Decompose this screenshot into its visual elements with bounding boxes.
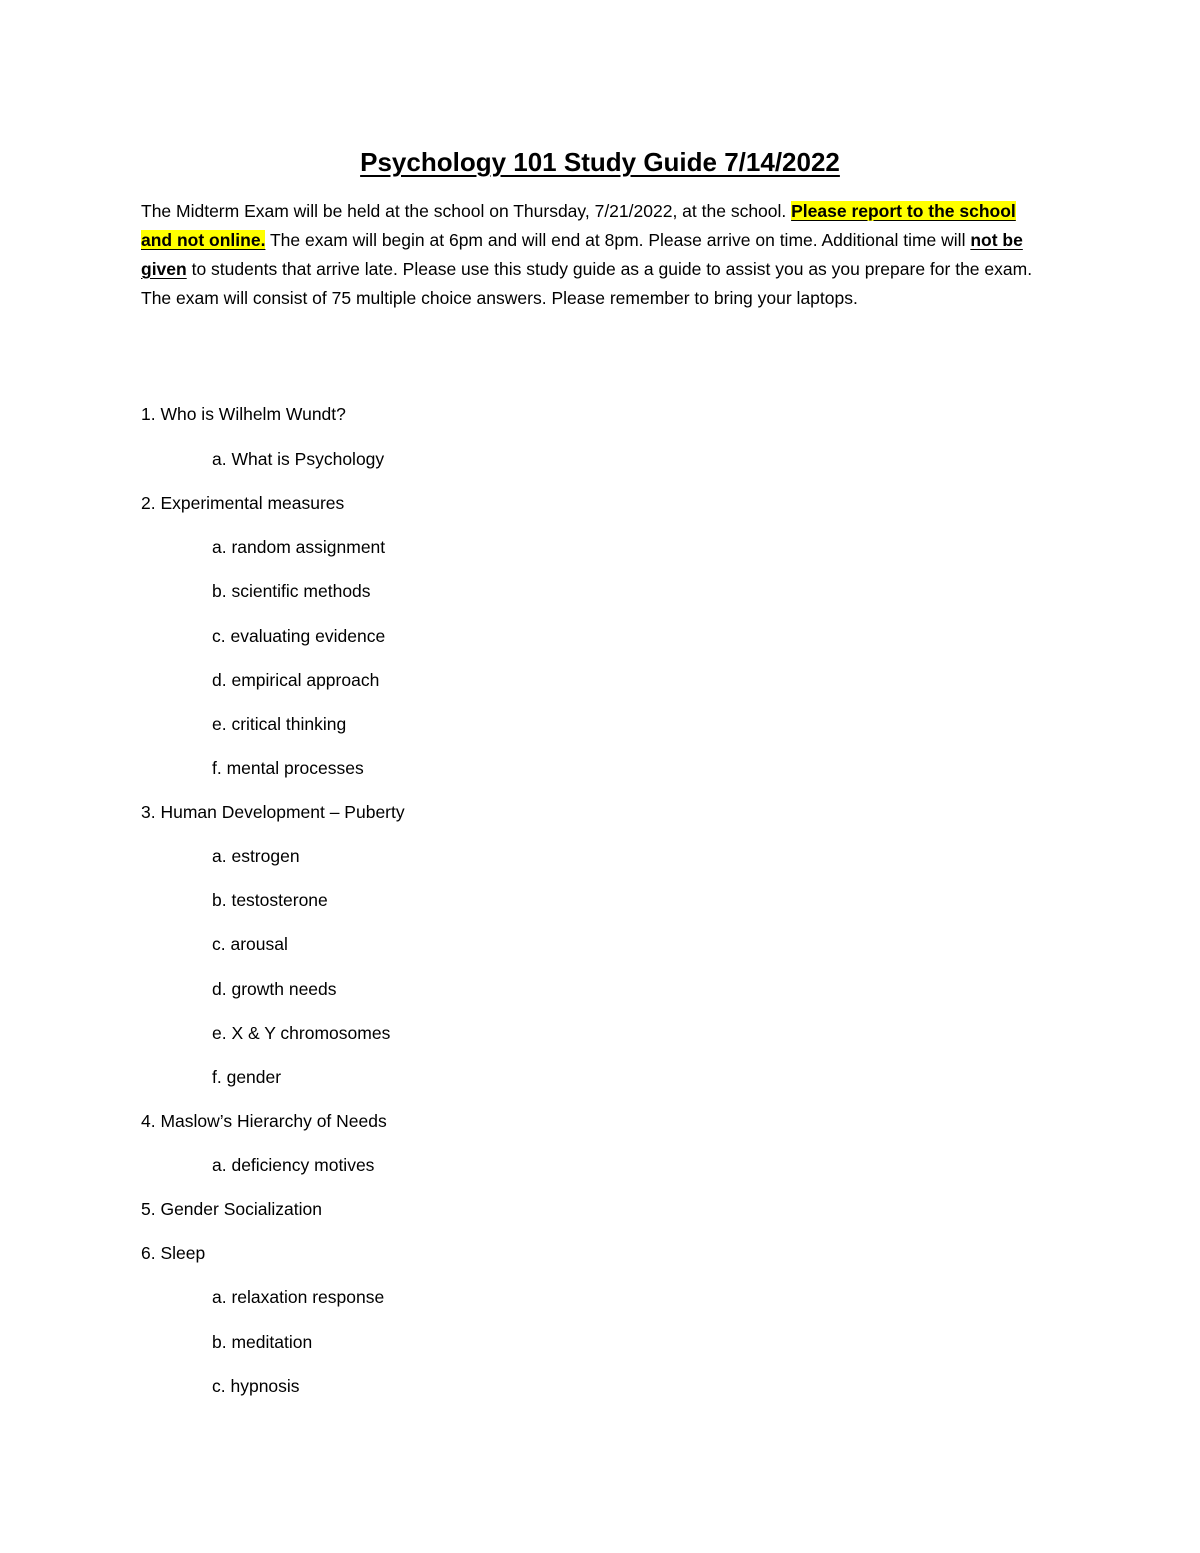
subtopic-item: a. estrogen	[212, 846, 300, 866]
subtopic-item: a. What is Psychology	[212, 449, 385, 469]
topic-item: 5. Gender Socialization	[141, 1199, 322, 1219]
topic-item: 1. Who is Wilhelm Wundt?	[141, 404, 346, 424]
emphasis-text: not be given	[141, 230, 1023, 279]
subtopic-item: c. evaluating evidence	[212, 626, 386, 646]
topic-item: 2. Experimental measures	[141, 493, 345, 513]
topic-item: 3. Human Development – Puberty	[141, 802, 405, 822]
intro-text: to students that arrive late. Please use this study guide as a guide to assist you as you prepare for the exam. The exam will consist of 75 multiple choice answers. Please remember to bring your laptops.	[141, 259, 1033, 308]
subtopic-item: e. critical thinking	[212, 714, 347, 734]
subtopic-item: b. meditation	[212, 1332, 313, 1352]
subtopic-item: a. relaxation response	[212, 1287, 385, 1307]
subtopic-item: f. gender	[212, 1067, 282, 1087]
intro-text: The Midterm Exam will be held at the school on Thursday, 7/21/2022, at the school.	[141, 201, 792, 221]
subtopic-item: e. X & Y chromosomes	[212, 1023, 391, 1043]
subtopic-item: b. scientific methods	[212, 581, 371, 601]
subtopic-item: f. mental processes	[212, 758, 364, 778]
topic-item: 6. Sleep	[141, 1243, 206, 1263]
subtopic-item: c. arousal	[212, 934, 288, 954]
topic-item: 4. Maslow’s Hierarchy of Needs	[141, 1111, 387, 1131]
intro-text: The exam will begin at 6pm and will end at 8pm. Please arrive on time. Additional time will	[265, 230, 971, 250]
highlighted-notice: Please report to the school and not online.	[141, 201, 1016, 250]
subtopic-item: a. deficiency motives	[212, 1155, 375, 1175]
subtopic-item: b. testosterone	[212, 890, 328, 910]
subtopic-item: d. empirical approach	[212, 670, 380, 690]
intro-paragraph	[141, 197, 1041, 313]
subtopic-item: c. hypnosis	[212, 1376, 300, 1396]
page-title: Psychology 101 Study Guide 7/14/2022	[360, 147, 840, 177]
subtopic-item: d. growth needs	[212, 979, 337, 999]
subtopic-item: a. random assignment	[212, 537, 386, 557]
